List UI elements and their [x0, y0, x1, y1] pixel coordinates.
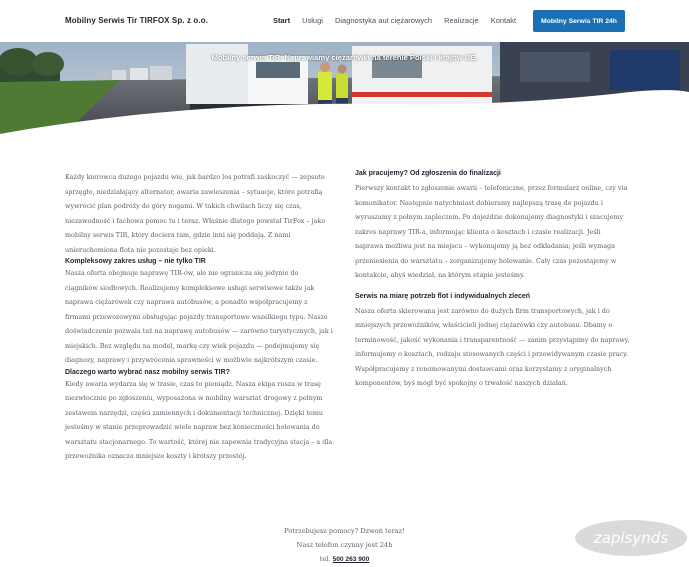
hours-line: Nasz telefon czynny jest 24h	[296, 541, 393, 549]
jak-pracujemy-paragraph: Pierwszy kontakt to zgłoszenie awarii – telefoniczne, przez formularz online, czy via komunikator. Następnie natychmiast dobieramy najlepszą trasę do pojazdu i wyruszamy z pełnym zapleczem. Po dojeździe dokonujemy diagnostyki i szacujemy zakres naprawy TIR-a, informując klienta o kosztach i czasie realizacji. Jeśli naprawa możliwa jest na miejscu – wykonujemy ją bez odkładania; jeśli wymaga przeniesienia do warsztatu – zorganizujemy holowanie. Cały czas pozostajemy w kontakcie, abyś wiedział, na którym etapie jesteśmy.	[355, 184, 628, 279]
tel-label: tel.	[319, 555, 331, 563]
spacer	[355, 283, 630, 292]
phone-number-link[interactable]: 500 263 900	[332, 556, 370, 563]
section-heading-jak-pracujemy: Jak pracujemy? Od zgłoszenia do finalizacji	[355, 170, 501, 177]
intro-paragraph: Każdy kierowca dużego pojazdu wie, jak bardzo los potrafi zaskoczyć — zepsute sprzęgło, niedziałający alternator, awaria zawieszenia – sytuacje, które potrafią wywrócić plan podróży do góry nogami. W takich chwilach liczy się czas, niezawodność i fachowa pomoc tu i teraz. Właśnie dlatego powstał TirFox – jako mobilny serwis TIR, który dociera tam, gdzie inni się poddają. Z nami unieruchomiona flota nie pozostaje bez opieki.	[65, 173, 326, 254]
help-line: Potrzebujesz pomocy? Dzwoń teraz!	[284, 527, 405, 535]
main-nav	[273, 16, 528, 25]
nav-kontakt[interactable]: Kontakt	[490, 16, 517, 25]
content-right-column	[355, 169, 630, 391]
serwis-paragraph: Nasza oferta skierowana jest zarówno do dużych firm transportowych, jak i do mniejszych przewoźników, właścicieli jednej ciężarówki czy autobusu. Dbamy o terminowość, jakość wykonania i transparentność — zanim przystąpimy do naprawy, informujemy o kosztach, rodzaju stosowanych części i przewidywanym czasie pracy. Współpracujemy z renomowanymi dostawcami oraz korzystamy z oryginalnych komponentów, byś mógł być spokojny o trwałość naszych działań.	[355, 306, 630, 387]
nav-uslugi[interactable]: Usługi	[302, 16, 323, 25]
watermark-logo	[573, 518, 689, 558]
hero-tagline: Mobilny serwis TIR. Naprawiamy ciężarówki na terenie Polski i krajów UE.	[211, 53, 478, 62]
cta-button[interactable]: Mobilny Serwis TIR 24h	[533, 10, 625, 32]
hero-banner	[0, 42, 689, 138]
section-heading-serwis: Serwis na miarę potrzeb flot i indywidualnych zleceń	[355, 292, 531, 300]
site-header	[0, 0, 689, 42]
section-heading-zakres: Kompleksowy zakres usług – nie tylko TIR	[65, 258, 206, 265]
content-left-column	[65, 170, 333, 464]
zakres-paragraph: Nasza oferta obejmuje naprawę TIR-ów, ale nie ogranicza się jedynie do ciągników siodłowych. Realizujemy kompleksowe usługi serwisowe także jak naprawa ciężarówek czy naprawa autobusów, a ponadto współpracujemy z firmami przewozowymi obsługując pojazdy transportowe wszelkiego typu. Nasze doświadczenie pozwala też na naprawę autobusów — zarówno turystycznych, jak i miejskich. Bez względu na model, markę czy wiek pojazdu — podejmujemy się diagnozy, naprawy i przywrócenia sprawności w możliwie najkrótszym czasie.	[65, 269, 333, 364]
dlaczego-paragraph: Kiedy awaria wydarza się w trasie, czas to pieniądz. Nasza ekipa rusza w trasę niezwłocznie po zgłoszeniu, wyposażona w mobilny warsztat drogowy z pełnym zestawem narzędzi, części zamiennych i dokumentacji technicznej. Dzięki temu jesteśmy w stanie przeprowadzić wiele napraw bez konieczności holowania do warsztatu stacjonarnego. To wartość, której nie zapewnia tradycyjna stacja – a dla przewoźnika oznacza mniejsze koszty i krótszy przestój.	[65, 379, 333, 460]
brand-logo-text[interactable]: Mobilny Serwis Tir TIRFOX Sp. z o.o.	[65, 16, 209, 25]
nav-diagnostyka[interactable]: Diagnostyka aut ciężarowych	[334, 16, 433, 25]
svg-text:zapisynds: zapisynds	[593, 529, 669, 547]
nav-start[interactable]: Start	[273, 16, 291, 25]
section-heading-dlaczego: Dlaczego warto wybrać nasz mobilny serwis TIR?	[65, 368, 230, 376]
nav-realizacje[interactable]: Realizacje	[444, 16, 479, 25]
